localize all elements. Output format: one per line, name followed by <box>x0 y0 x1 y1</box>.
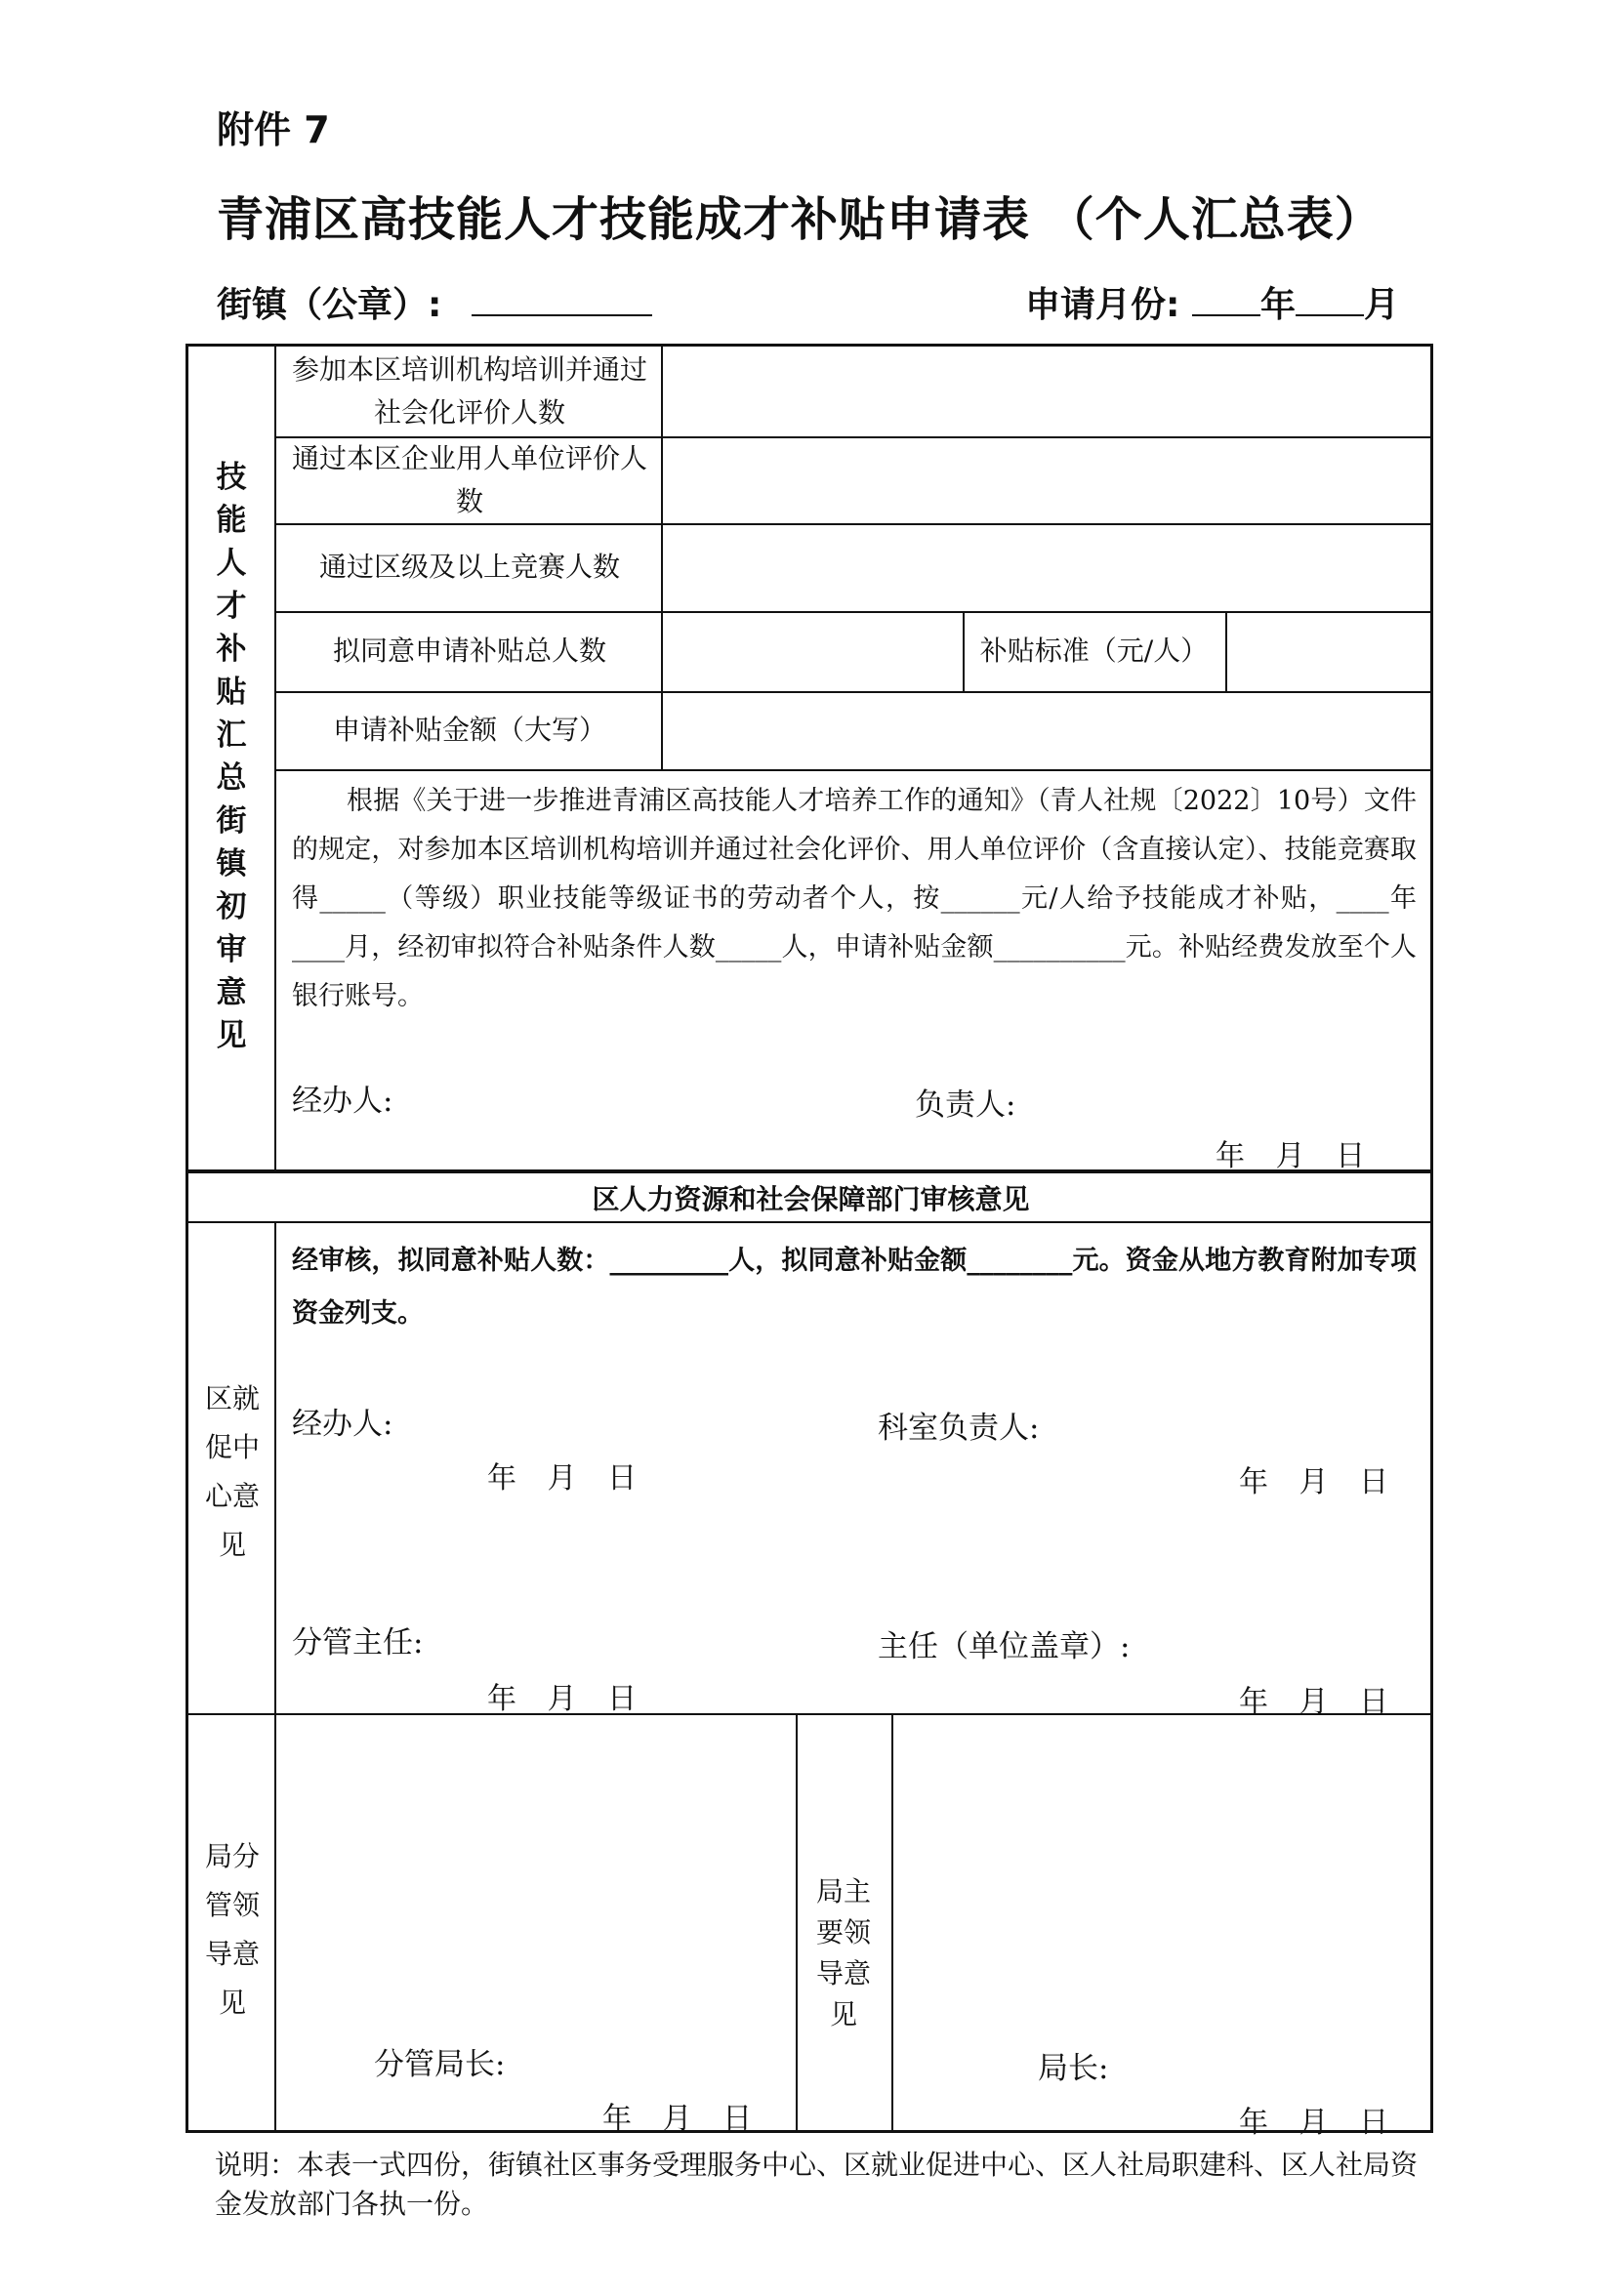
section2-deputy-director-date: 年 月 日 <box>487 1682 638 1716</box>
year-char: 年 <box>1259 285 1296 325</box>
chief-date: 年 月 日 <box>1239 2106 1389 2140</box>
chief-opinion-label: 局主要领导意见 <box>815 1875 871 2030</box>
form-table <box>186 344 1433 2140</box>
row-label-competition: 通过区级及以上竞赛人数 <box>318 551 620 583</box>
subsidy-standard-label: 补贴标准（元/人） <box>979 635 1209 667</box>
section1-handler-label: 经办人: <box>292 1084 393 1119</box>
row-label-subsidy-amount: 申请补贴金额（大写） <box>332 714 606 746</box>
subsidy-amount-field[interactable] <box>667 695 1428 765</box>
section2-director-label: 主任（单位盖章）: <box>878 1629 1131 1664</box>
enterprise-evaluation-count-field[interactable] <box>667 440 1428 520</box>
deputy-chief-opinion-label: 局分管领导意见 <box>204 1840 260 2019</box>
month-blank[interactable] <box>1296 285 1364 316</box>
section2-handler-date: 年 月 日 <box>487 1461 638 1496</box>
section1-responsible-label: 负责人: <box>915 1087 1016 1123</box>
stamp-blank[interactable] <box>472 285 652 316</box>
year-blank[interactable] <box>1192 285 1260 316</box>
form-note: 说明：本表一式四份，街镇社区事务受理服务中心、区就业促进中心、区人社局职建科、区人社局资金发放部门各执一份。 <box>215 2149 1419 2220</box>
initial-review-paragraph: 根据《关于进一步推进青浦区高技能人才培养工作的通知》（青人社规〔2022〕10号）文件的规定，对参加本区培训机构培训并通过社会化评价、用人单位评价（含直接认定）、技能竞赛取得_____（等级）职业技能等级证书的劳动者个人，按______元/人给予技能成才补贴，____年____月，经初审拟符合补贴条件人数_____人，申请补贴金额__________元。补贴经费发放至个人银行账号。 <box>292 786 1417 1011</box>
attachment-label: 附件 7 <box>217 108 330 151</box>
form-title: 青浦区高技能人才技能成才补贴申请表 （个人汇总表） <box>217 192 1382 247</box>
section2-handler-label: 经办人: <box>292 1407 393 1442</box>
section1-side-label: 技能人才补贴汇总街镇初审意见 <box>216 460 247 1053</box>
total-applicants-field[interactable] <box>667 615 958 687</box>
apply-month-field <box>1025 277 1399 327</box>
row-label-training-evaluation: 参加本区培训机构培训并通过社会化评价人数 <box>291 353 647 429</box>
stamp-label: 街镇（公章）: <box>217 285 442 325</box>
section1-date: 年 月 日 <box>1216 1139 1366 1173</box>
section2-office-head-label: 科室负责人: <box>878 1411 1040 1446</box>
section2-director-date: 年 月 日 <box>1239 1685 1389 1719</box>
deputy-chief-date: 年 月 日 <box>602 2102 753 2136</box>
hrss-review-text: 经审核，拟同意补贴人数：_________人，拟同意补贴金额________元。资金从地方教育附加专项资金列支。 <box>292 1246 1417 1329</box>
competition-count-field[interactable] <box>667 527 1428 607</box>
section2-side-label: 区就促中心意见 <box>204 1382 260 1561</box>
subsidy-standard-field[interactable] <box>1231 615 1426 687</box>
training-evaluation-count-field[interactable] <box>667 350 1428 432</box>
apply-month-label: 申请月份: <box>1025 285 1180 325</box>
section2-office-head-date: 年 月 日 <box>1239 1465 1389 1499</box>
chief-label: 局长: <box>1038 2051 1109 2086</box>
row-label-total-applicants: 拟同意申请补贴总人数 <box>332 635 606 667</box>
deputy-chief-label: 分管局长: <box>374 2047 506 2082</box>
row-label-enterprise-evaluation: 通过本区企业用人单位评价人数 <box>291 442 647 517</box>
hrss-review-header: 区人力资源和社会保障部门审核意见 <box>592 1183 1030 1215</box>
month-char: 月 <box>1363 285 1399 325</box>
stamp-field <box>217 277 652 327</box>
section2-deputy-director-label: 分管主任: <box>292 1625 424 1660</box>
